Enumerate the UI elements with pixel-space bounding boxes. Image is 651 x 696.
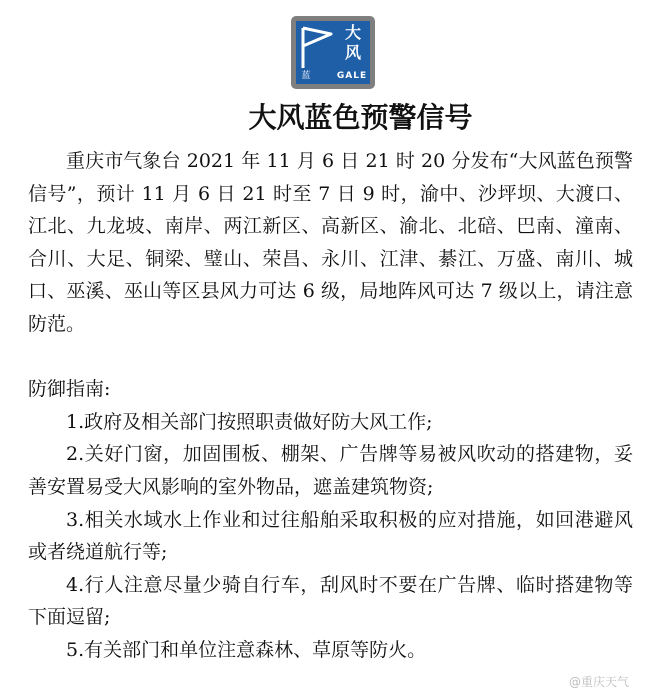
guide-item: 4.行人注意尽量少骑自行车，刮风时不要在广告牌、临时搭建物等下面逗留; xyxy=(28,573,633,629)
guide-item: 3.相关水域水上作业和过往船舶采取积极的应对措施，如回港避风或者绕道航行等; xyxy=(28,508,633,564)
spacer xyxy=(28,341,633,374)
signal-char-wind: 风 xyxy=(344,43,361,62)
document-body xyxy=(28,145,633,667)
guide-item: 1.政府及相关部门按照职责做好防大风工作; xyxy=(66,410,433,433)
signal-char-big: 大 xyxy=(344,23,361,42)
flag-icon xyxy=(298,24,334,70)
guide-heading: 防御指南: xyxy=(28,378,111,401)
warning-paragraph: 重庆市气象台 2021 年 11 月 6 日 21 时 20 分发布“大风蓝色预警信号”，预计 11 月 6 日 21 时至 7 日 9 时，渝中、沙坪坝、大渡口、江北、九龙坡、南岸、两江新区、高新区、渝北、北碚、巴南、潼南、合川、大足、铜梁、璧山、荣昌、永川、江津、綦江、万盛、南川、城口、巫溪、巫山等区县风力可达 6 级，局地阵风可达 7 级以上，请注意防范。 xyxy=(28,150,633,335)
signal-level-char: 蓝 xyxy=(301,71,311,81)
watermark: @重庆天气 xyxy=(568,675,629,689)
signal-english-label: GALE xyxy=(336,71,368,81)
guide-item: 2.关好门窗，加固围板、棚架、广告牌等易被风吹动的搭建物，妥善安置易受大风影响的室外物品，遮盖建筑物资; xyxy=(28,443,633,498)
gale-signal-icon xyxy=(291,16,375,89)
page-title: 大风蓝色预警信号 xyxy=(248,101,473,134)
guide-item: 5.有关部门和单位注意森林、草原等防火。 xyxy=(66,638,427,661)
signal-panel xyxy=(296,21,370,84)
